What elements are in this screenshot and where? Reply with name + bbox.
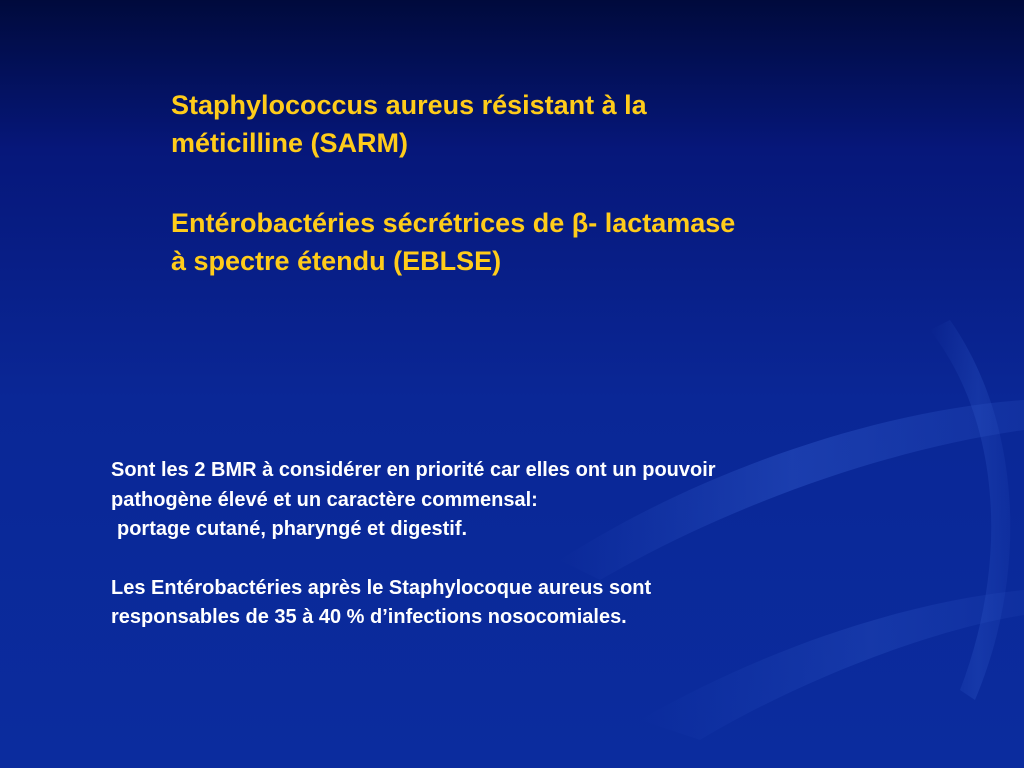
swoosh-right-arc bbox=[930, 320, 1010, 700]
heading-line-3 bbox=[171, 204, 911, 242]
heading-line-2: méticilline (SARM) bbox=[171, 128, 409, 158]
heading-line-3-suffix: - lactamase bbox=[588, 208, 736, 238]
heading-block bbox=[171, 86, 911, 280]
body-p2-line-1: Les Entérobactéries après le Staphylocoque aureus sont bbox=[111, 576, 652, 599]
body-text-block bbox=[111, 456, 931, 633]
body-p2-line-2: responsables de 35 à 40 % d’infections nosocomiales. bbox=[111, 606, 627, 628]
body-p1-line-3: portage cutané, pharyngé et digestif. bbox=[117, 518, 468, 540]
body-p1-line-1: Sont les 2 BMR à considérer en priorité car elles ont un pouvoir bbox=[111, 459, 716, 481]
heading-line-3-prefix: Entérobactéries sécrétrices de bbox=[171, 208, 572, 238]
heading-line-4: à spectre étendu (EBLSE) bbox=[171, 246, 502, 276]
body-p1-line-2: pathogène élevé et un caractère commensal: bbox=[111, 488, 538, 511]
body-spacer bbox=[111, 545, 931, 574]
heading-line-1: Staphylococcus aureus résistant à la bbox=[171, 90, 647, 120]
beta-symbol: β bbox=[571, 208, 589, 238]
heading-spacer bbox=[171, 162, 911, 204]
